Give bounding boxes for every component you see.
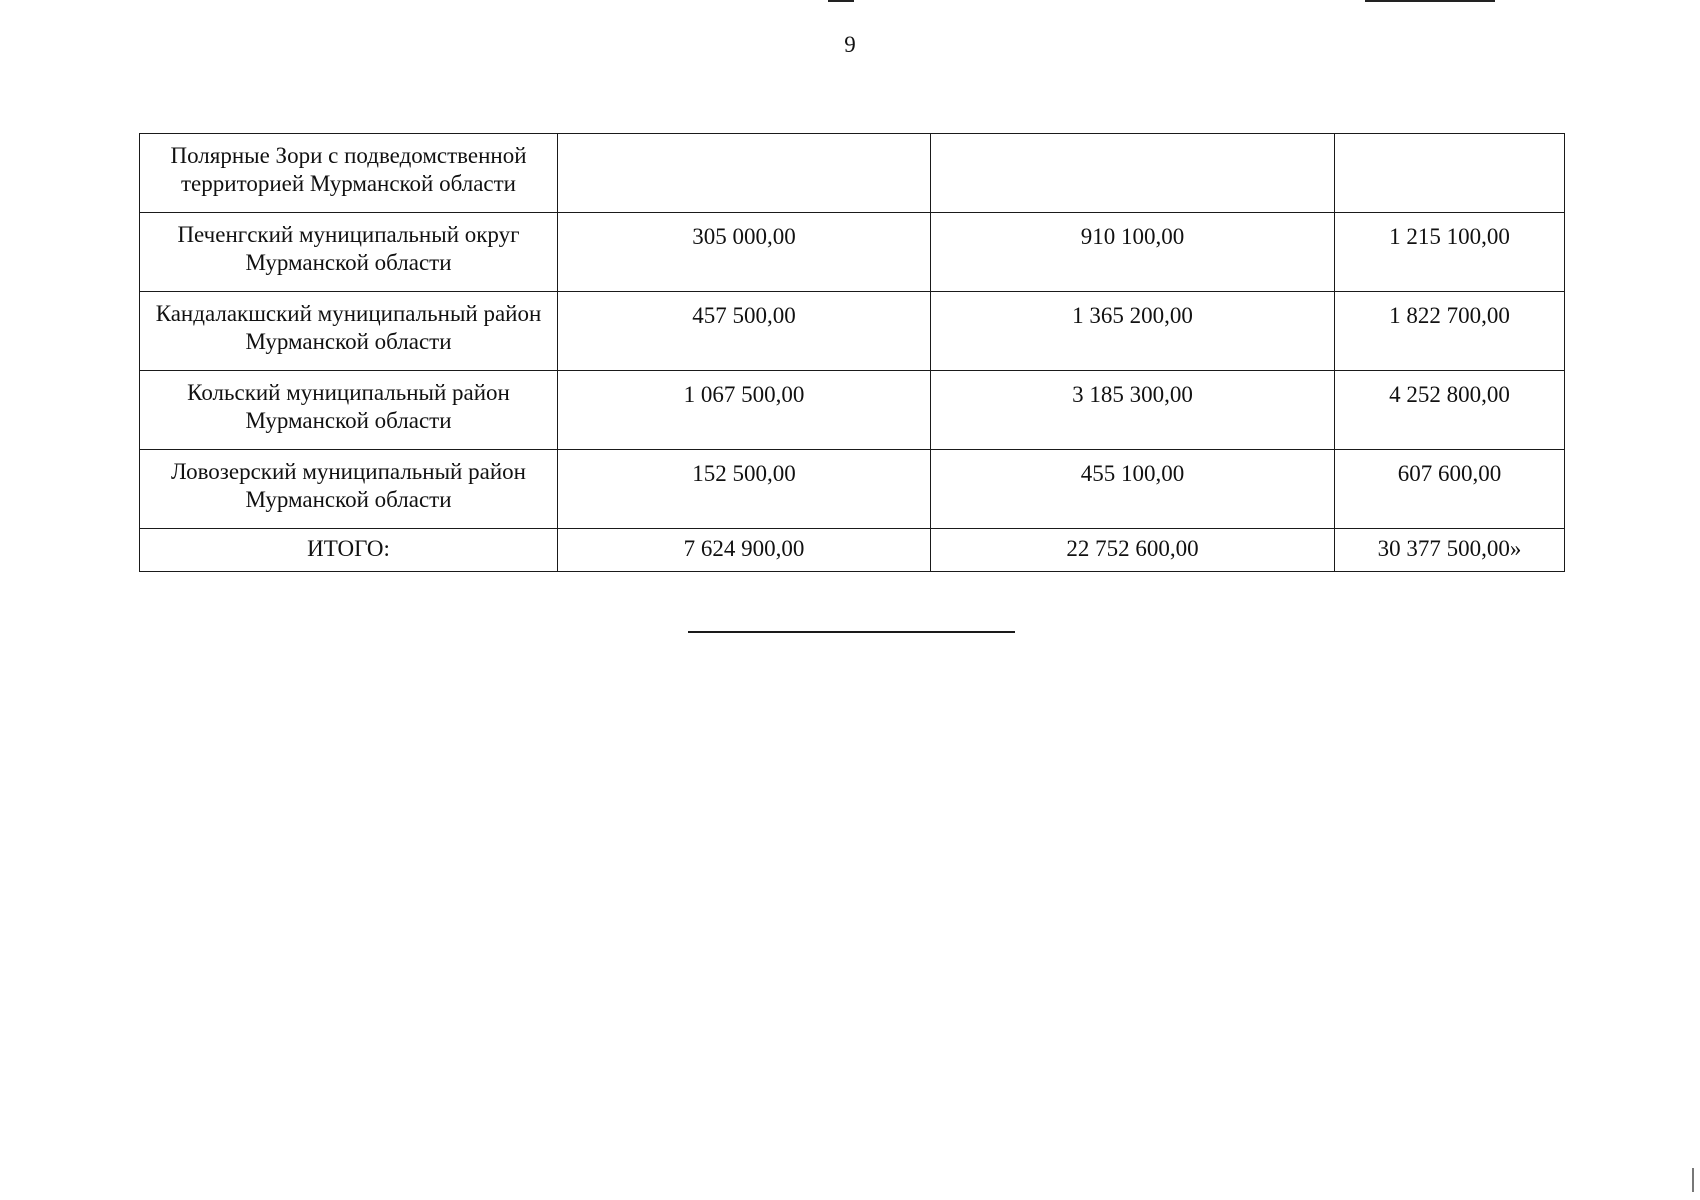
amount-cell: 910 100,00 xyxy=(931,213,1335,292)
total-label-cell: ИТОГО: xyxy=(140,529,558,572)
amount-cell: 3 185 300,00 xyxy=(931,371,1335,450)
table-row xyxy=(140,134,1565,213)
total-amount-cell: 4 252 800,00 xyxy=(1335,371,1565,450)
amount-cell: 455 100,00 xyxy=(931,450,1335,529)
municipality-name-cell: Кольский муниципальный район Мурманской области xyxy=(140,371,558,450)
municipality-name-cell: Ловозерский муниципальный район Мурманской области xyxy=(140,450,558,529)
amount-cell: 152 500,00 xyxy=(558,450,931,529)
table-row xyxy=(140,450,1565,529)
table-row xyxy=(140,371,1565,450)
scan-edge-mark xyxy=(1692,1168,1694,1192)
budget-table xyxy=(139,133,1565,572)
total-amount-cell: 607 600,00 xyxy=(1335,450,1565,529)
total-amount-cell: 1 215 100,00 xyxy=(1335,213,1565,292)
total-amount-cell: 22 752 600,00 xyxy=(931,529,1335,572)
municipality-name-cell: Печенгский муниципальный округ Мурманской области xyxy=(140,213,558,292)
municipality-name-cell: Кандалакшский муниципальный район Мурманской области xyxy=(140,292,558,371)
table-row xyxy=(140,292,1565,371)
amount-cell: 1 067 500,00 xyxy=(558,371,931,450)
top-edge-mark-left xyxy=(828,0,854,2)
amount-cell xyxy=(558,134,931,213)
amount-cell: 305 000,00 xyxy=(558,213,931,292)
table-row xyxy=(140,213,1565,292)
amount-cell: 457 500,00 xyxy=(558,292,931,371)
total-amount-cell: 1 822 700,00 xyxy=(1335,292,1565,371)
total-amount-cell: 7 624 900,00 xyxy=(558,529,931,572)
municipality-name-cell: Полярные Зори с подведомственной территорией Мурманской области xyxy=(140,134,558,213)
total-row xyxy=(140,529,1565,572)
amount-cell xyxy=(931,134,1335,213)
amount-cell: 1 365 200,00 xyxy=(931,292,1335,371)
page-number: 9 xyxy=(844,32,856,57)
closing-divider xyxy=(688,631,1015,633)
total-amount-cell xyxy=(1335,134,1565,213)
top-edge-mark-right xyxy=(1365,0,1495,2)
grand-total-cell: 30 377 500,00» xyxy=(1335,529,1565,572)
